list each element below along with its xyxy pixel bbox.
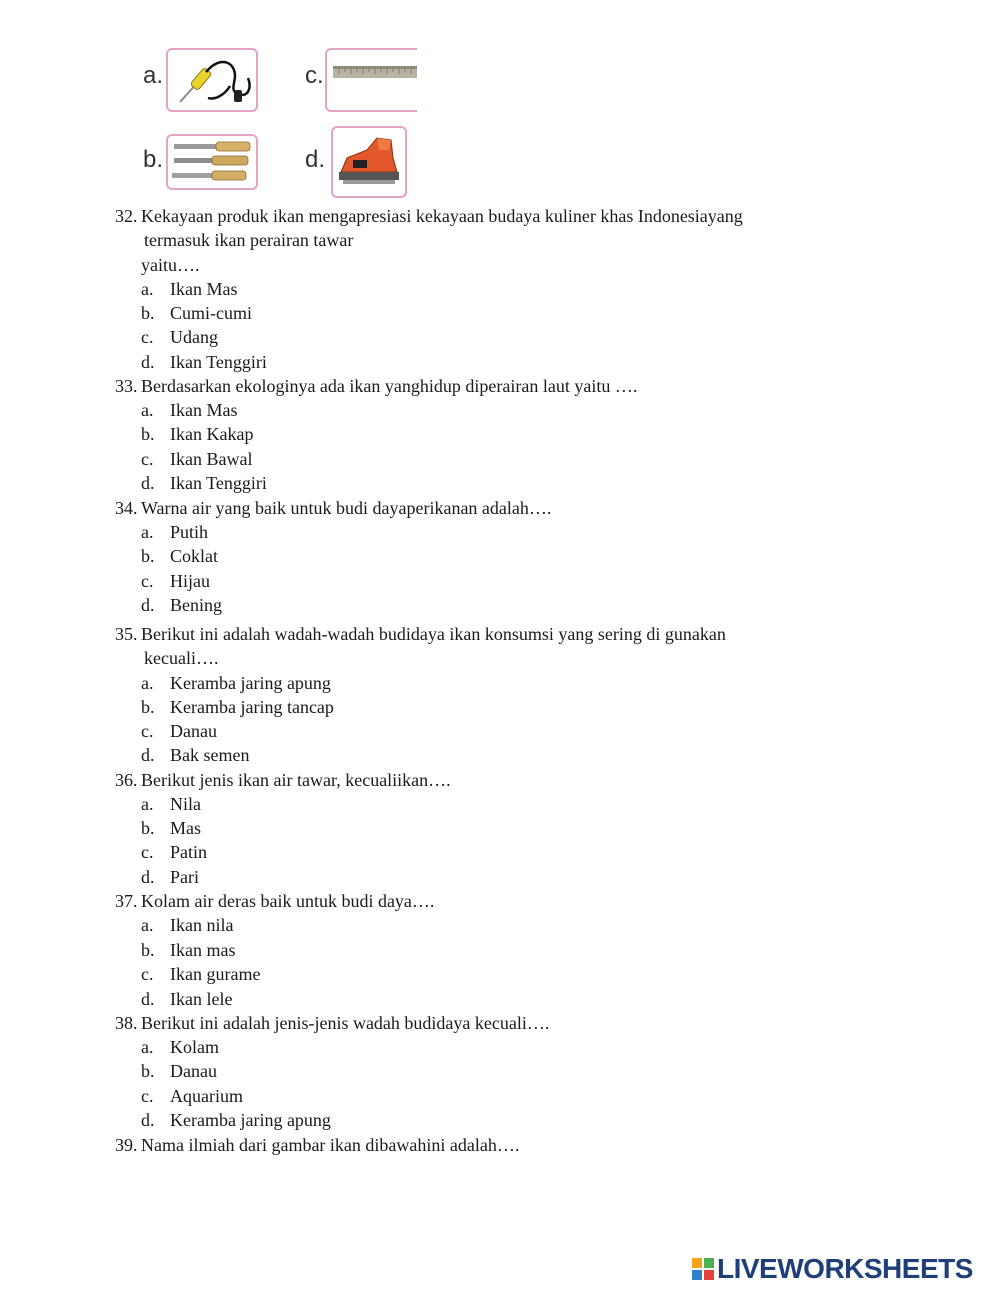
option-letter: b. <box>141 697 155 717</box>
option-letter: a. <box>141 673 154 693</box>
option-text: Keramba jaring tancap <box>170 697 334 717</box>
option-letter: a. <box>141 915 154 935</box>
soldering-iron-image <box>166 48 258 112</box>
option-b[interactable] <box>0 1059 1000 1083</box>
question-text: Warna air yang baik untuk budi dayaperikanan adalah…. <box>141 498 552 518</box>
option-text: Cumi-cumi <box>170 303 252 323</box>
option-text: Hijau <box>170 571 210 591</box>
option-text: Keramba jaring apung <box>170 673 331 693</box>
option-a[interactable] <box>0 277 1000 301</box>
option-letter: b. <box>141 546 155 566</box>
question-text: Berikut jenis ikan air tawar, kecualiikan…. <box>141 770 451 790</box>
option-letter: d. <box>141 352 155 372</box>
option-a[interactable] <box>0 520 1000 544</box>
option-text: Ikan lele <box>170 989 233 1009</box>
option-a[interactable] <box>0 913 1000 937</box>
question-text-continued: termasuk ikan perairan tawar <box>144 230 354 250</box>
option-text: Danau <box>170 1061 217 1081</box>
option-letter: c. <box>141 327 154 347</box>
option-letter: b. <box>141 424 155 444</box>
option-text: Keramba jaring apung <box>170 1110 331 1130</box>
option-text: Ikan Mas <box>170 279 238 299</box>
option-letter: c. <box>141 449 154 469</box>
option-text: Ikan mas <box>170 940 236 960</box>
option-d[interactable] <box>0 865 1000 889</box>
option-letter: b. <box>141 1061 155 1081</box>
option-d[interactable] <box>0 987 1000 1011</box>
option-letter: d. <box>141 745 155 765</box>
question-number: 37. <box>115 891 138 911</box>
option-text: Kolam <box>170 1037 219 1057</box>
option-text: Aquarium <box>170 1086 243 1106</box>
option-text: Nila <box>170 794 201 814</box>
option-text: Ikan Tenggiri <box>170 473 267 493</box>
option-letter: d. <box>141 1110 155 1130</box>
option-b[interactable] <box>0 816 1000 840</box>
tool-letter-b: b. <box>143 146 164 173</box>
option-letter: d. <box>141 595 155 615</box>
question-number: 39. <box>115 1135 138 1155</box>
option-letter: c. <box>141 571 154 591</box>
option-letter: c. <box>141 721 154 741</box>
option-letter: a. <box>141 400 154 420</box>
option-b[interactable] <box>0 938 1000 962</box>
option-c[interactable] <box>0 719 1000 743</box>
option-a[interactable] <box>0 1035 1000 1059</box>
option-text: Ikan gurame <box>170 964 261 984</box>
question-text: Berikut ini adalah wadah-wadah budidaya ikan konsumsi yang sering di gunakan <box>141 624 726 644</box>
steel-ruler-image <box>325 48 417 112</box>
option-d[interactable] <box>0 593 1000 617</box>
option-text: Udang <box>170 327 218 347</box>
option-letter: b. <box>141 818 155 838</box>
option-text: Coklat <box>170 546 218 566</box>
option-text: Bak semen <box>170 745 250 765</box>
option-c[interactable] <box>0 569 1000 593</box>
option-text: Ikan nila <box>170 915 234 935</box>
option-letter: c. <box>141 964 154 984</box>
question-number: 35. <box>115 624 138 644</box>
option-c[interactable] <box>0 1084 1000 1108</box>
option-text: Patin <box>170 842 208 862</box>
option-letter: a. <box>141 522 154 542</box>
question-number: 34. <box>115 498 138 518</box>
option-b[interactable] <box>0 422 1000 446</box>
question-text: Nama ilmiah dari gambar ikan dibawahini adalah…. <box>141 1135 520 1155</box>
question-text-continued: yaitu…. <box>141 255 200 275</box>
option-d[interactable] <box>0 471 1000 495</box>
question-text: Kolam air deras baik untuk budi daya…. <box>141 891 435 911</box>
option-b[interactable] <box>0 301 1000 325</box>
option-b[interactable] <box>0 695 1000 719</box>
option-letter: b. <box>141 940 155 960</box>
option-text: Putih <box>170 522 209 542</box>
option-b[interactable] <box>0 544 1000 568</box>
option-a[interactable] <box>0 671 1000 695</box>
question-number: 33. <box>115 376 138 396</box>
option-text: Ikan Mas <box>170 400 238 420</box>
option-text: Pari <box>170 867 199 887</box>
option-c[interactable] <box>0 447 1000 471</box>
option-letter: b. <box>141 303 155 323</box>
question-text-continued: kecuali…. <box>144 648 219 668</box>
question-text: Kekayaan produk ikan mengapresiasi kekayaan budaya kuliner khas Indonesiayang <box>141 206 743 226</box>
option-letter: d. <box>141 989 155 1009</box>
electric-planer-image <box>331 126 407 198</box>
option-d[interactable] <box>0 743 1000 767</box>
option-d[interactable] <box>0 350 1000 374</box>
tool-letter-d: d. <box>305 146 326 173</box>
option-letter: d. <box>141 473 155 493</box>
liveworksheets-grid-icon <box>692 1258 714 1280</box>
option-letter: a. <box>141 794 154 814</box>
option-text: Ikan Bawal <box>170 449 253 469</box>
tool-letter-c: c. <box>305 62 324 89</box>
option-letter: a. <box>141 1037 154 1057</box>
option-c[interactable] <box>0 325 1000 349</box>
option-a[interactable] <box>0 792 1000 816</box>
option-a[interactable] <box>0 398 1000 422</box>
option-text: Danau <box>170 721 217 741</box>
tool-letter-a: a. <box>143 62 164 89</box>
brand-name: LIVEWORKSHEETS <box>717 1253 973 1284</box>
liveworksheets-logo <box>692 1254 973 1284</box>
question-number: 32. <box>115 206 138 226</box>
option-text: Bening <box>170 595 222 615</box>
option-letter: a. <box>141 279 154 299</box>
option-letter: c. <box>141 1086 154 1106</box>
question-number: 36. <box>115 770 138 790</box>
option-text: Ikan Tenggiri <box>170 352 267 372</box>
option-c[interactable] <box>0 962 1000 986</box>
option-letter: d. <box>141 867 155 887</box>
option-text: Ikan Kakap <box>170 424 254 444</box>
chisels-image <box>166 134 258 190</box>
question-number: 38. <box>115 1013 138 1033</box>
option-letter: c. <box>141 842 154 862</box>
option-text: Mas <box>170 818 201 838</box>
option-d[interactable] <box>0 1108 1000 1132</box>
question-text: Berdasarkan ekologinya ada ikan yanghidup diperairan laut yaitu …. <box>141 376 638 396</box>
option-c[interactable] <box>0 840 1000 864</box>
question-text: Berikut ini adalah jenis-jenis wadah budidaya kecuali…. <box>141 1013 550 1033</box>
